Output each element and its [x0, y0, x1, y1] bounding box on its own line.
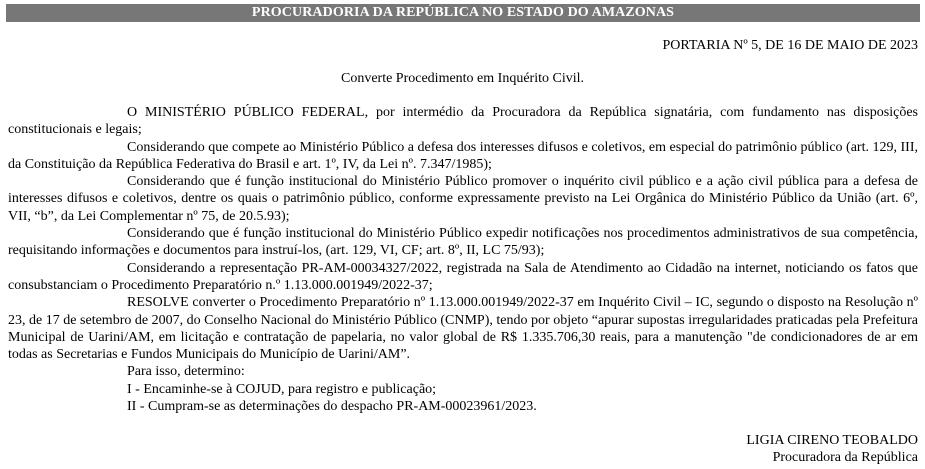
- list-item: II - Cumpram-se as determinações do despacho PR-AM-00023961/2023.: [127, 399, 537, 415]
- paragraph: Considerando que é função institucional do Ministério Público expedir notificações nos procedimentos administrativos de sua competência, requisitando informações e documentos para instruí-los, (art. 129, VI, CF; art. 8º, II, LC 75/93);: [8, 226, 918, 259]
- portaria-title: PORTARIA Nº 5, DE 16 DE MAIO DE 2023: [662, 38, 918, 53]
- list-item: I - Encaminhe-se à COJUD, para registro e publicação;: [127, 381, 437, 397]
- paragraph: Considerando a representação PR-AM-00034327/2022, registrada na Sala de Atendimento ao Cidadão na internet, noticiando os fatos que consubstanciam o Procedimento Preparatório n.º 1.13.000.001949/2022-37;: [8, 260, 918, 293]
- signature-block: [746, 432, 918, 466]
- document-body: [8, 104, 918, 415]
- paragraph: O MINISTÉRIO PÚBLICO FEDERAL, por intermédio da Procuradora da República signatária, com fundamento nas disposições constitucionais e legais;: [8, 105, 918, 138]
- paragraph: Para isso, determino:: [127, 364, 245, 380]
- section-header: PROCURADORIA DA REPÚBLICA NO ESTADO DO AMAZONAS: [6, 4, 920, 22]
- paragraph: Considerando que compete ao Ministério Público a defesa dos interesses difusos e coletivos, em especial do patrimônio público (art. 129, III, da Constituição da República Federativa do Brasil e art. 1º, IV, da Lei nº. 7.347/1985);: [8, 139, 918, 172]
- signer-role: Procuradora da República: [772, 450, 918, 465]
- signer-name: LIGIA CIRENO TEOBALDO: [746, 433, 918, 448]
- paragraph: Considerando que é função institucional do Ministério Público promover o inquérito civil público e a ação civil pública para a defesa de interesses difusos e coletivos, dentre os quais o patrimônio público, conforme expressamente previsto na Lei Orgânica do Ministério Público da União (art. 6º, VII, “b”, da Lei Complementar nº 75, de 20.5.93);: [8, 174, 918, 224]
- paragraph: RESOLVE converter o Procedimento Preparatório nº 1.13.000.001949/2022-37 em Inquérito Civil – IC, segundo o disposto na Resolução nº 23, de 17 de setembro de 2007, do Conselho Nacional do Ministério Público (CNMP), tendo por objeto “apurar supostas irregularidades praticadas pela Prefeitura Municipal de Uarini/AM, em licitação e contratação de papelaria, no valor global de R$ 1.335.706,30 reais, para a manutenção "de condicionadores de ar em todas as Secretarias e Fundos Municipais do Município de Uarini/AM”.: [8, 295, 918, 363]
- ementa: Converte Procedimento em Inquérito Civil.: [340, 71, 584, 86]
